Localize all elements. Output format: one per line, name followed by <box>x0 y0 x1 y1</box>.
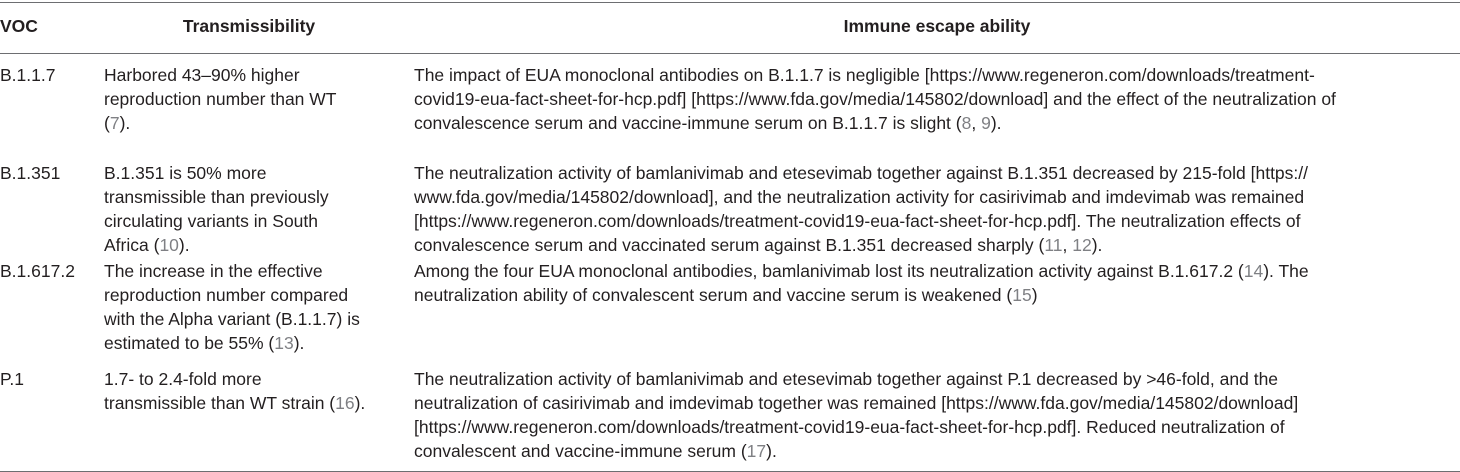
immune-text: ). <box>990 113 1002 133</box>
immune-text: convalescence serum and vaccinated serum against B.1.351 decreased sharply ( <box>414 235 1045 255</box>
immune-text: , <box>971 113 982 133</box>
header-immune-escape: Immune escape ability <box>843 16 1031 36</box>
immune-text: convalescence serum and vaccine-immune serum on B.1.1.7 is slight ( <box>414 113 962 133</box>
transmissibility-cell <box>104 161 404 257</box>
trans-text: ). <box>354 393 366 413</box>
immune-text: ) <box>1031 285 1038 305</box>
header-voc: VOC <box>0 16 38 36</box>
trans-text: Harbored 43–90% higher <box>104 65 300 85</box>
table-header-rule <box>0 53 1460 54</box>
immune-escape-cell <box>414 63 1460 135</box>
voc-cell: B.1.351 <box>0 163 61 183</box>
reference-link[interactable]: 10 <box>159 235 179 255</box>
immune-text: convalescent and vaccine-immune serum ( <box>414 441 747 461</box>
reference-link[interactable]: 17 <box>746 441 767 461</box>
transmissibility-cell <box>104 367 404 415</box>
immune-text: ). The <box>1263 261 1309 281</box>
immune-text: www.fda.gov/media/145802/download], and the neutralization activity for casirivimab and imdevimab was remained <box>414 187 1305 207</box>
trans-text: transmissible than previously <box>104 187 329 207</box>
transmissibility-cell <box>104 259 404 355</box>
trans-text: reproduction number compared <box>104 285 349 305</box>
immune-escape-cell <box>414 161 1460 257</box>
immune-text: The impact of EUA monoclonal antibodies on B.1.1.7 is negligible [https://www.regeneron.com/downloads/treatment- <box>414 65 1315 85</box>
trans-text: transmissible than WT strain ( <box>104 393 336 413</box>
reference-link[interactable]: 8 <box>961 113 972 133</box>
voc-cell: B.1.617.2 <box>0 261 75 281</box>
immune-text: The neutralization activity of bamlanivimab and etesevimab together against P.1 decreased by >46-fold, and the <box>414 369 1279 389</box>
immune-text: [https://www.regeneron.com/downloads/treatment-covid19-eua-fact-sheet-for-hcp.pdf]. Reduced neutralization of <box>414 417 1285 437</box>
reference-link[interactable]: 7 <box>109 113 120 133</box>
trans-text: reproduction number than WT <box>104 89 337 109</box>
trans-text: The increase in the effective <box>104 261 323 281</box>
immune-text: The neutralization activity of bamlanivimab and etesevimab together against B.1.351 decreased by 215-fold [https:// <box>414 163 1308 183</box>
transmissibility-cell <box>104 63 404 135</box>
reference-link[interactable]: 13 <box>274 333 294 353</box>
reference-link[interactable]: 9 <box>981 113 991 133</box>
immune-text: [https://www.regeneron.com/downloads/treatment-covid19-eua-fact-sheet-for-hcp.pdf]. The neutralization effects of <box>414 211 1301 231</box>
reference-link[interactable]: 14 <box>1243 261 1264 281</box>
trans-text: ). <box>293 333 305 353</box>
voc-cell: P.1 <box>0 369 25 389</box>
immune-escape-cell <box>414 367 1460 463</box>
trans-text: Africa ( <box>104 235 160 255</box>
trans-text: ). <box>119 113 131 133</box>
trans-text: with the Alpha variant (B.1.1.7) is <box>104 309 360 329</box>
immune-text: Among the four EUA monoclonal antibodies, bamlanivimab lost its neutralization activity against B.1.617.2 ( <box>414 261 1244 281</box>
trans-text: 1.7- to 2.4-fold more <box>104 369 262 389</box>
immune-text: neutralization of casirivimab and imdevimab together was remained [https://www.fda.gov/media/145802/download] <box>414 393 1299 413</box>
immune-escape-cell <box>414 259 1460 307</box>
reference-link[interactable]: 12 <box>1072 235 1092 255</box>
immune-text: neutralization ability of convalescent serum and vaccine serum is weakened ( <box>414 285 1013 305</box>
immune-text: ). <box>766 441 777 461</box>
trans-text: estimated to be 55% ( <box>104 333 275 353</box>
table-top-rule <box>0 2 1460 3</box>
voc-cell: B.1.1.7 <box>0 65 56 85</box>
trans-text: circulating variants in South <box>104 211 318 231</box>
trans-text: ( <box>104 113 110 133</box>
trans-text: ). <box>178 235 190 255</box>
reference-link[interactable]: 15 <box>1012 285 1032 305</box>
header-transmissibility: Transmissibility <box>182 16 316 36</box>
trans-text: B.1.351 is 50% more <box>104 163 267 183</box>
reference-link[interactable]: 11 <box>1044 235 1063 255</box>
immune-text: , <box>1062 235 1073 255</box>
reference-link[interactable]: 16 <box>335 393 355 413</box>
immune-text: ). <box>1091 235 1103 255</box>
immune-text: covid19-eua-fact-sheet-for-hcp.pdf] [https://www.fda.gov/media/145802/download] and the effect of the neutralization of <box>414 89 1336 109</box>
